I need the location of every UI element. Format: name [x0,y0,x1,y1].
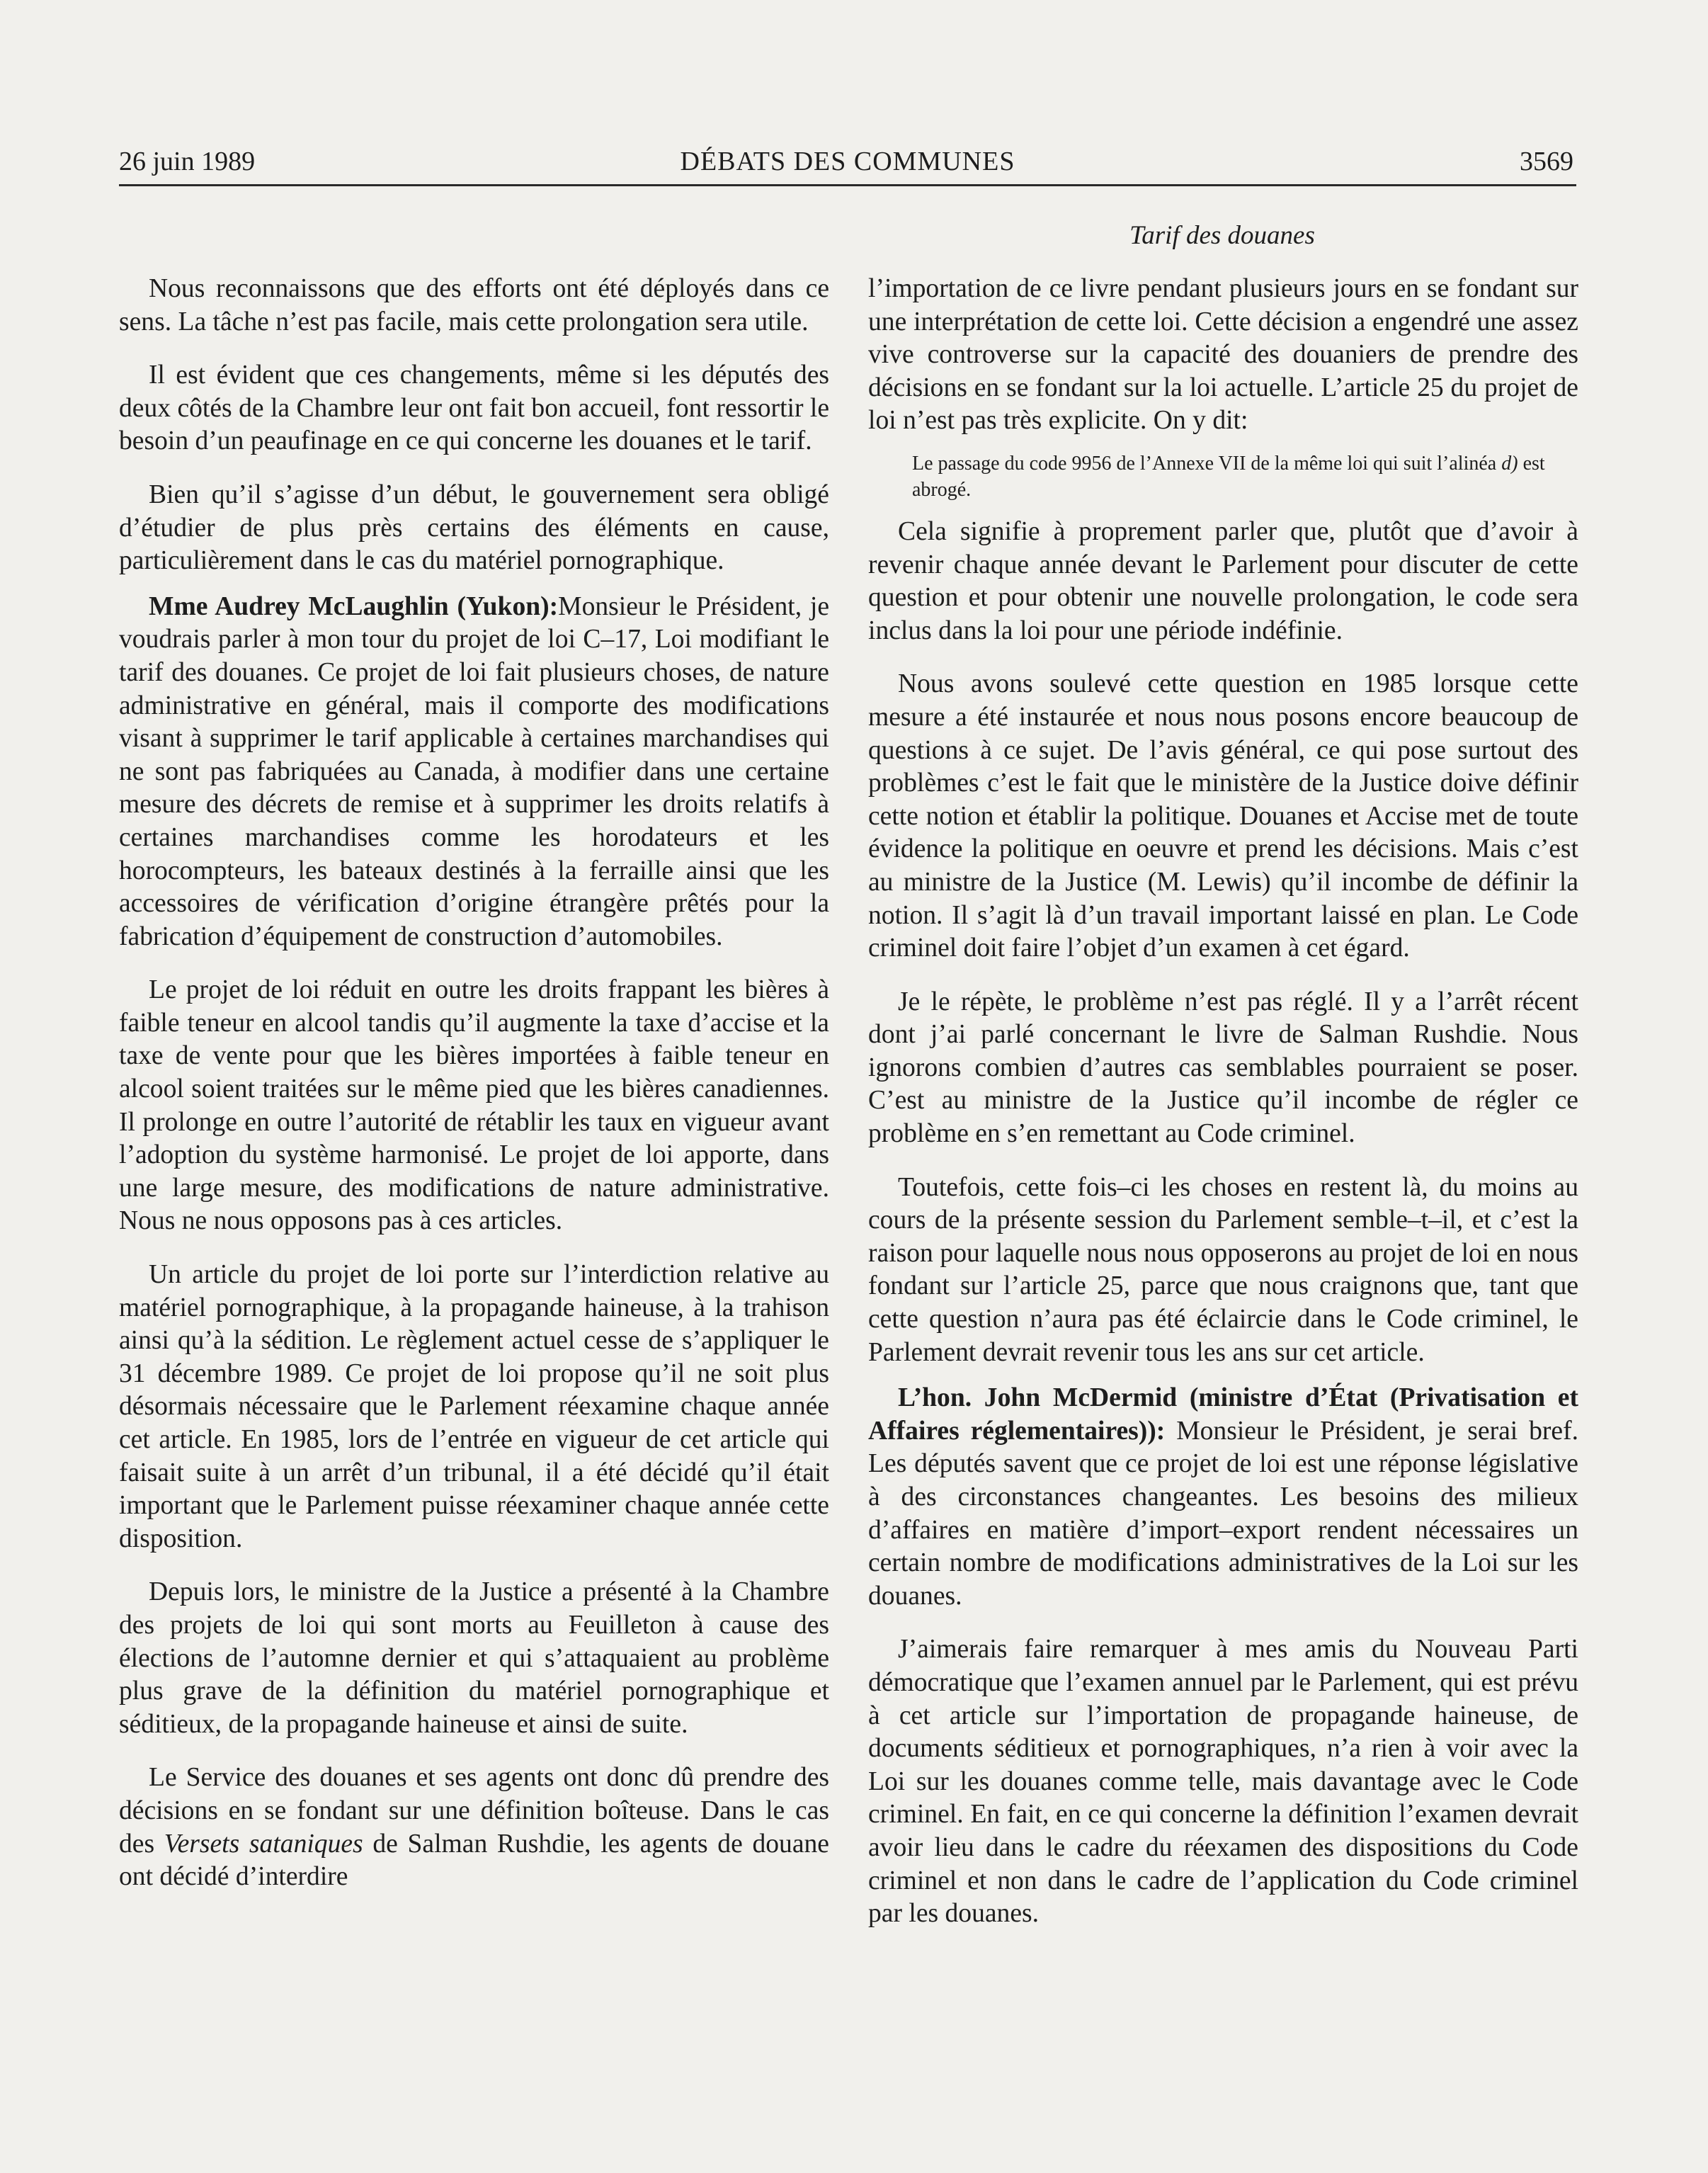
left-column [119,273,829,1914]
speaker-name: Mme Audrey McLaughlin (Yukon): [149,591,559,621]
header-date: 26 juin 1989 [119,147,256,176]
text-run: est abrogé. [912,452,1545,501]
italic-run: d) [1501,452,1518,475]
paragraph: Cela signifie à proprement parler que, plutôt que d’avoir à revenir chaque année devant le Parlement pour discuter de cette question et pour obtenir une nouvelle prolongation, le code sera inclus dans la loi pour une période indéfinie. [868,516,1578,645]
text-run: Le passage du code 9956 de l’Annexe VII de la même loi qui suit l’alinéa [912,452,1502,475]
paragraph: Nous reconnaissons que des efforts ont été déployés dans ce sens. La tâche n’est pas facile, mais cette prolongation sera utile. [119,274,829,336]
running-head: Tarif des douanes [1129,221,1315,250]
paragraph: Il est évident que ces changements, même si les députés des deux côtés de la Chambre leur ont fait bon accueil, font ressortir le besoin d’un peaufinage en ce qui concerne les douanes et le tarif. [119,361,829,456]
paragraph: Toutefois, cette fois–ci les choses en restent là, du moins au cours de la présente session du Parlement semble–t–il, et c’est la raison pour laquelle nous nous opposerons au projet de loi en nous fondant sur l’article 25, parce que nous craignons que, tant que cette question n’aura pas été éclaircie dans le Code criminel, le Parlement devrait revenir tous les ans sur cet article. [868,1172,1578,1367]
speaker-paragraph [119,591,829,954]
paragraph: Le projet de loi réduit en outre les droits frappant les bières à faible teneur en alcool tandis qu’il augmente la taxe d’accise et la taxe de vente pour que les bières importées à faible teneur en alcool soient traitées sur le même pied que les bières canadiennes. Il prolonge en outre l’autorité de rétablir les taux en vigueur avant l’adoption du système harmonisé. Le projet de loi apporte, dans une large mesure, des modifications de nature administrative. Nous ne nous opposons pas à ces articles. [119,975,829,1236]
paragraph: Depuis lors, le ministre de la Justice a présenté à la Chambre des projets de loi qui sont morts au Feuilleton à cause des élections de l’automne dernier et qui s’attaquaient au problème plus grave de la définition du matériel pornographique et séditieux, de la propagande haineuse et ainsi de suite. [119,1577,829,1739]
speaker-name: L’hon. John McDermid (ministre d’État (Privatisation et Affaires réglementaires)): [868,1383,1578,1446]
paragraph: Bien qu’il s’agisse d’un début, le gouvernement sera obligé d’étudier de plus près certains des éléments en cause, particulièrement dans le cas du matériel pornographique. [119,480,829,576]
speaker-paragraph [868,1382,1578,1613]
text-run: de Salman Rushdie, les agents de douane ont décidé d’interdire [119,1829,829,1892]
book-title: Versets sataniques [164,1829,363,1859]
header-page-number: 3569 [1520,147,1573,176]
page-header [119,142,1576,186]
header-title: DÉBATS DES COMMUNES [680,147,1015,176]
quoted-passage [868,450,1578,503]
paragraph [119,1761,829,1893]
right-column [868,273,1578,1951]
text-run: Le Service des douanes et ses agents ont donc dû prendre des décisions en se fondant sur une définition boîteuse. Dans le cas des [119,1763,829,1859]
paragraph: Je le répète, le problème n’est pas réglé. Il y a l’arrêt récent dont j’ai parlé concernant le livre de Salman Rushdie. Nous ignorons combien d’autres cas semblables pourraient se poser. C’est au ministre de la Justice qu’il incombe de régler ce problème en s’en remettant au Code criminel. [868,987,1578,1149]
paragraph: Nous avons soulevé cette question en 1985 lorsque cette mesure a été instaurée et nous nous posons encore beaucoup de questions à ce sujet. De l’avis général, ce qui pose surtout des problèmes c’est le fait que le ministère de la Justice doive définir cette notion et établir la politique. Douanes et Accise met de toute évidence la politique en oeuvre et prend les décisions. Mais c’est au ministre de la Justice (M. Lewis) qu’il incombe de définir la notion. Il s’agit là d’un travail important laissé en plan. Le Code criminel doit faire l’objet d’un examen à cet égard. [868,669,1578,963]
speech-text: Monsieur le Président, je serai bref. Les députés savent que ce projet de loi est une réponse législative à des circonstances changeantes. Les besoins des milieux d’affaires en matière d’import–export rendent nécessaires un certain nombre de modifications administratives de la Loi sur les douanes. [868,1416,1579,1611]
speech-text: Monsieur le Président, je voudrais parler à mon tour du projet de loi C–17, Loi modifiant le tarif des douanes. Ce projet de loi fait plusieurs choses, de nature administrative en général, mais il comporte des modifications visant à supprimer le tarif applicable à certaines marchandises qui ne sont pas fabriquées au Canada, à modifier dans une certaine mesure des décrets de remise et à supprimer les droits relatifs à certaines marchandises comme les horodateurs et les horocompteurs, les bateaux destinés à la ferraille ainsi que les accessoires de vérification d’origine étrangère prêtés pour la fabrication d’équipement de construction d’automobiles. [119,591,829,951]
paragraph: Un article du projet de loi porte sur l’interdiction relative au matériel pornographique, à la propagande haineuse, à la trahison ainsi qu’à la sédition. Le règlement actuel cesse de s’appliquer le 31 décembre 1989. Ce projet de loi propose qu’il ne soit plus désormais nécessaire que le Parlement réexamine chaque année cet article. En 1985, lors de l’entrée en vigueur de cet article qui faisait suite à un arrêt d’un tribunal, il a été décidé qu’il était important que le Parlement puisse réexaminer chaque année cette disposition. [119,1260,829,1553]
paragraph: J’aimerais faire remarquer à mes amis du Nouveau Parti démocratique que l’examen annuel par le Parlement, qui est prévu à cet article sur l’importation de propagande haineuse, de documents séditieux et pornographiques, n’a rien à voir avec la Loi sur les douanes comme telle, mais davantage avec le Code criminel. En fait, en ce qui concerne la définition l’examen devrait avoir lieu dans le cadre du réexamen des dispositions du Code criminel et non dans le cadre de l’application du Code criminel par les douanes. [868,1635,1578,1929]
paragraph-continued: l’importation de ce livre pendant plusieurs jours en se fondant sur une interprétation de cette loi. Cette décision a engendré une assez vive controverse sur la capacité des douaniers de prendre des décisions en se fondant sur la loi actuelle. L’article 25 du projet de loi n’est pas très explicite. On y dit: [868,274,1578,436]
